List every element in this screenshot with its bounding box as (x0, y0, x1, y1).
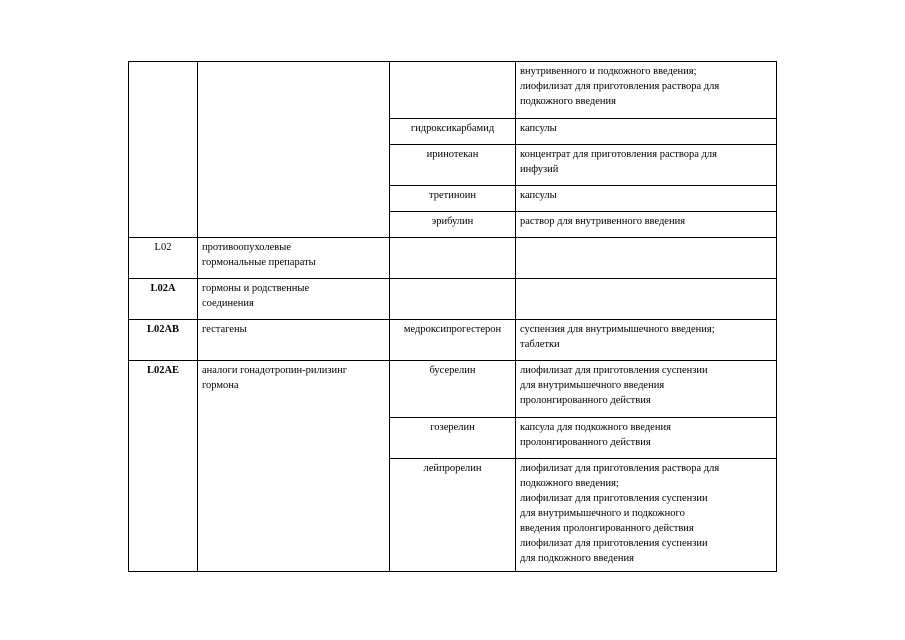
dosage-form-line: лиофилизат для приготовления суспензии (520, 365, 708, 376)
group-name-cell (198, 320, 390, 361)
atc-code-cell (129, 279, 198, 320)
dosage-form-cell (516, 186, 777, 212)
group-name-line: гестагены (202, 324, 247, 335)
drug-name: лейпрорелин (423, 463, 482, 474)
group-name-line: противоопухолевые (202, 242, 291, 253)
dosage-form-line: введения пролонгированного действия (520, 523, 694, 534)
dosage-form-cell (516, 212, 777, 238)
dosage-form-cell (516, 62, 777, 119)
dosage-form-line: раствор для внутривенного введения (520, 216, 686, 227)
atc-code: L02 (154, 242, 172, 253)
dosage-form-line: таблетки (520, 339, 560, 350)
dosage-form-line: капсулы (520, 123, 557, 134)
dosage-form-cell (516, 238, 777, 279)
dosage-form-cell (516, 361, 777, 418)
drug-name: иринотекан (426, 149, 479, 160)
group-name-line: аналоги гонадотропин-рилизинг (202, 365, 348, 376)
table-row (129, 361, 777, 418)
atc-code-cell (129, 62, 198, 238)
atc-code: L02A (150, 283, 176, 294)
drug-table (128, 61, 777, 572)
dosage-form-cell (516, 320, 777, 361)
drug-name-cell (390, 119, 516, 145)
drug-name-cell (390, 279, 516, 320)
dosage-form-cell (516, 119, 777, 145)
drug-name: медроксипрогестерон (403, 324, 502, 335)
group-name-line: гормона (202, 380, 239, 391)
group-name-line: соединения (202, 298, 254, 309)
drug-name-cell (390, 459, 516, 572)
table-row (129, 320, 777, 361)
dosage-form-line: пролонгированного действия (520, 437, 651, 448)
drug-name-cell (390, 62, 516, 119)
dosage-form-line: пролонгированного действия (520, 395, 651, 406)
drug-name-cell (390, 361, 516, 418)
dosage-form-line: концентрат для приготовления раствора для (520, 149, 717, 160)
drug-name: гидроксикарбамид (410, 123, 495, 134)
dosage-form-line: лиофилизат для приготовления раствора для (520, 463, 720, 474)
dosage-form-line: лиофилизат для приготовления раствора для (520, 81, 720, 92)
dosage-form-cell (516, 459, 777, 572)
dosage-form-line: капсулы (520, 190, 557, 201)
group-name-cell (198, 279, 390, 320)
drug-name-cell (390, 186, 516, 212)
drug-name: бусерелин (429, 365, 476, 376)
drug-name-cell (390, 238, 516, 279)
drug-name-cell (390, 145, 516, 186)
table-row (129, 238, 777, 279)
dosage-form-line: для подкожного введения (520, 553, 634, 564)
dosage-form-line: капсула для подкожного введения (520, 422, 671, 433)
dosage-form-cell (516, 145, 777, 186)
drug-name: третиноин (429, 190, 476, 201)
drug-name-cell (390, 320, 516, 361)
atc-code: L02AE (146, 365, 180, 376)
group-name-line: гормональные препараты (202, 257, 316, 268)
table-row (129, 62, 777, 119)
drug-name: гозерелин (430, 422, 475, 433)
dosage-form-line: для внутримышечного введения (520, 380, 665, 391)
drug-name-cell (390, 212, 516, 238)
dosage-form-line: для внутримышечного и подкожного (520, 508, 685, 519)
dosage-form-line: суспензия для внутримышечного введения; (520, 324, 715, 335)
drug-table-body (129, 62, 777, 572)
dosage-form-line: лиофилизат для приготовления суспензии (520, 493, 708, 504)
group-name-line: гормоны и родственные (202, 283, 310, 294)
atc-code-cell (129, 320, 198, 361)
dosage-form-line: подкожного введения (520, 96, 616, 107)
dosage-form-cell (516, 279, 777, 320)
drug-name: эрибулин (431, 216, 474, 227)
atc-code-cell (129, 361, 198, 572)
group-name-cell (198, 62, 390, 238)
dosage-form-cell (516, 418, 777, 459)
dosage-form-line: инфузий (520, 164, 559, 175)
dosage-form-line: внутривенного и подкожного введения; (520, 66, 697, 77)
group-name-cell (198, 361, 390, 572)
drug-name-cell (390, 418, 516, 459)
atc-code: L02AB (146, 324, 180, 335)
dosage-form-line: лиофилизат для приготовления суспензии (520, 538, 708, 549)
atc-code-cell (129, 238, 198, 279)
table-row (129, 279, 777, 320)
group-name-cell (198, 238, 390, 279)
dosage-form-line: подкожного введения; (520, 478, 619, 489)
